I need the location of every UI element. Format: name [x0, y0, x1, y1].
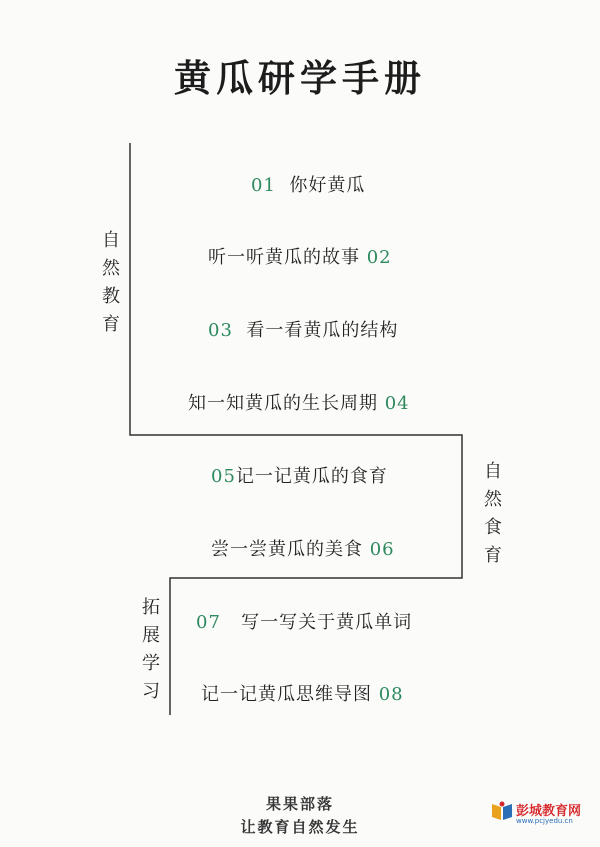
watermark-logo [490, 798, 594, 828]
contents-item-01[interactable] [251, 171, 365, 197]
item-text: 知一知黄瓜的生长周期 [188, 393, 378, 414]
item-number: 07 [196, 612, 221, 633]
item-text: 写一写关于黄瓜单词 [241, 612, 413, 633]
item-text: 听一听黄瓜的故事 [208, 247, 360, 268]
contents-item-06[interactable] [211, 535, 395, 561]
page-title: 黄瓜研学手册 [174, 56, 426, 100]
item-text: 尝一尝黄瓜的美食 [211, 539, 363, 560]
item-number: 05 [211, 466, 236, 487]
item-number: 08 [378, 684, 404, 705]
section-label-extended-learning: 拓 展 学 习 [142, 597, 160, 702]
contents-item-02[interactable] [208, 243, 392, 269]
item-number: 01 [251, 175, 276, 196]
item-number: 02 [366, 247, 392, 268]
item-number: 06 [369, 539, 395, 560]
item-number: 04 [384, 393, 410, 414]
watermark-name: 彭城教育网 [516, 804, 582, 819]
contents-item-03[interactable] [208, 316, 398, 342]
book-icon [490, 800, 514, 822]
item-text: 你好黄瓜 [289, 175, 366, 196]
item-text: 看一看黄瓜的结构 [246, 320, 399, 341]
contents-item-07[interactable] [196, 608, 412, 634]
item-number: 03 [208, 320, 233, 341]
footer-brand: 果果部落 [265, 795, 334, 813]
contents-item-08[interactable] [201, 680, 404, 706]
watermark-url: www.pcjyedu.cn [516, 817, 573, 825]
contents-item-05[interactable] [211, 462, 388, 488]
section-label-nature-education: 自 然 教 育 [102, 230, 120, 335]
item-text: 记一记黄瓜思维导图 [201, 684, 372, 705]
footer-slogan: 让教育自然发生 [240, 818, 360, 836]
contents-item-04[interactable] [188, 389, 410, 415]
item-text: 记一记黄瓜的食育 [235, 466, 388, 487]
section-label-nature-food-education: 自 然 食 育 [484, 461, 502, 566]
